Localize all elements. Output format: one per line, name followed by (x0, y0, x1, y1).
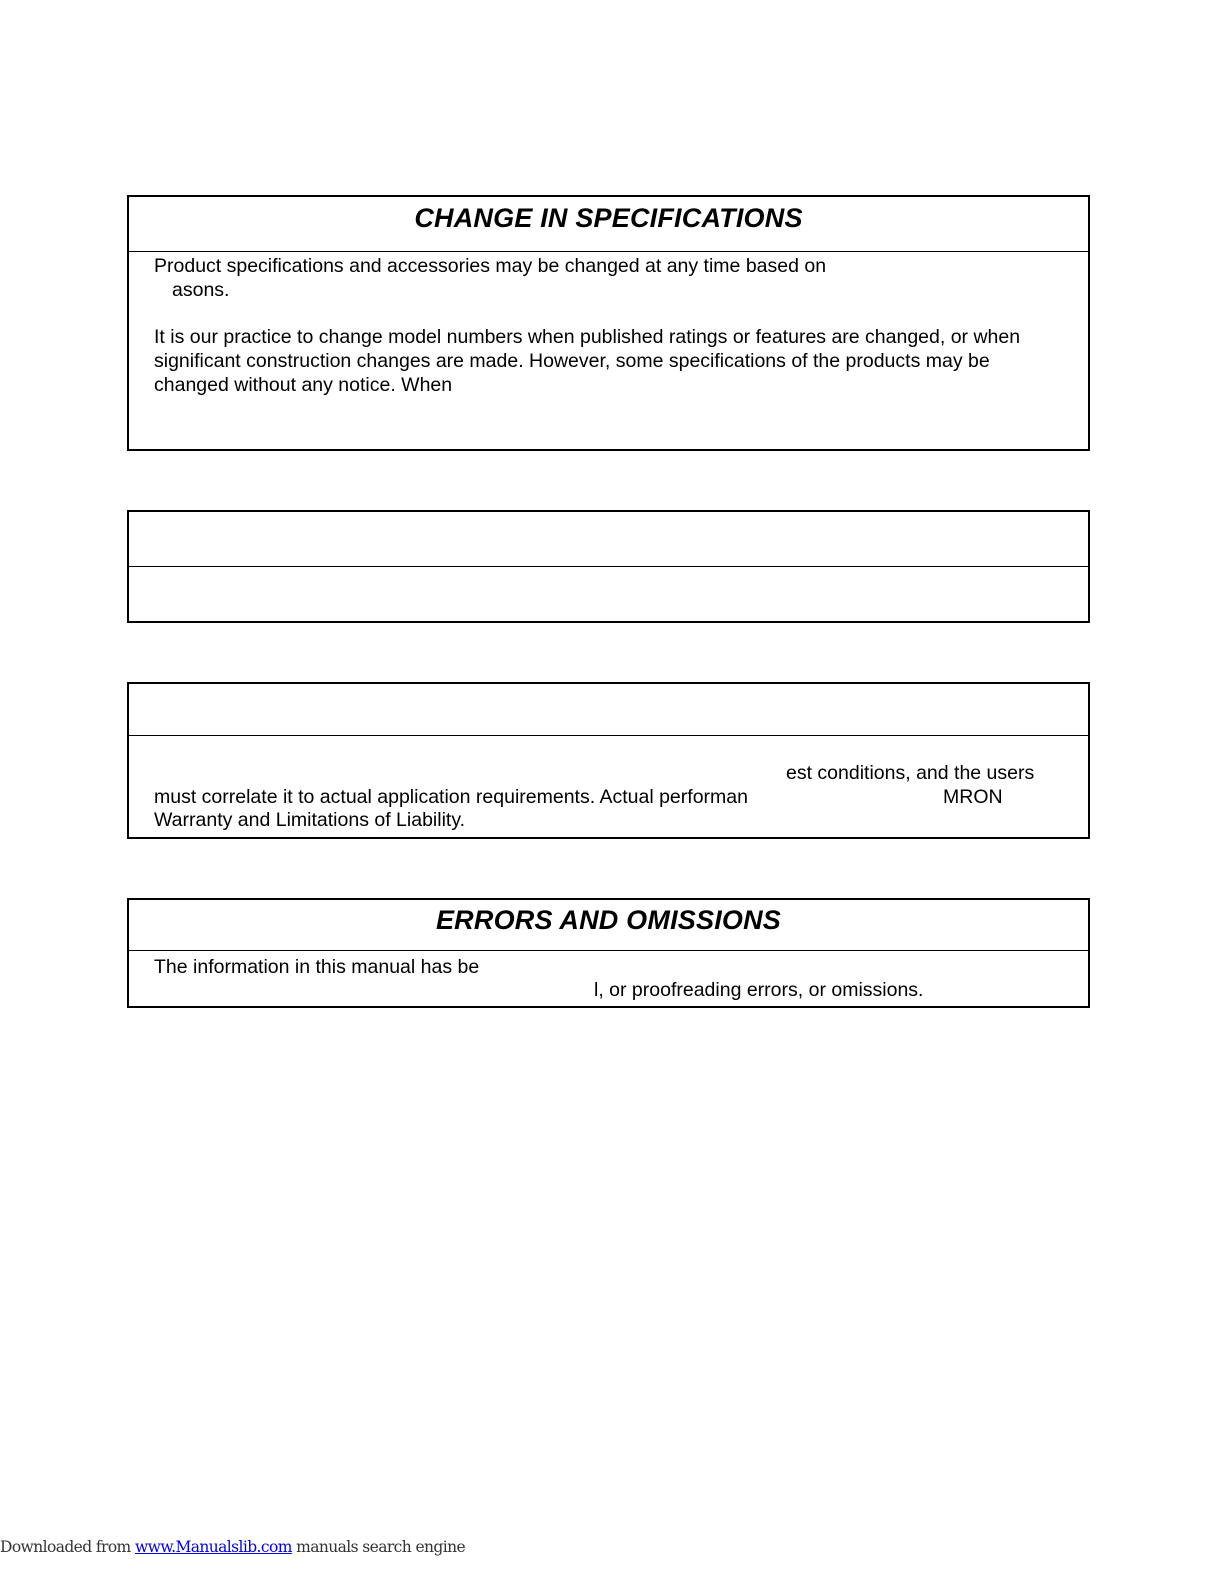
body-text-line: asons. (172, 279, 230, 301)
footer-prefix: Downloaded from (0, 1538, 135, 1556)
section-header (129, 197, 1088, 252)
body-text-line: est conditions, and the users (786, 762, 1035, 784)
download-footer (0, 1538, 465, 1556)
section-title: ERRORS AND OMISSIONS (435, 905, 782, 935)
performance-data-box (127, 682, 1090, 839)
errors-and-omissions-box (127, 898, 1090, 1008)
section-title: CHANGE IN SPECIFICATIONS (414, 203, 803, 233)
body-text-line: It is our practice to change model numbers when published ratings or features are changed, or when (154, 326, 1021, 348)
body-text-line: significant construction changes are made. However, some specifications of the products may be (154, 350, 990, 372)
body-text-line: l, or proofreading errors, or omissions. (594, 979, 924, 1001)
change-in-specifications-box (127, 195, 1090, 451)
footer-suffix: manuals search engine (291, 1538, 466, 1556)
body-text-line: must correlate it to actual application requirements. Actual performan (154, 786, 748, 808)
section-header (129, 900, 1088, 951)
body-text-line: Warranty and Limitations of Liability. (154, 809, 466, 831)
section-header (129, 684, 1088, 736)
body-text-line: Product specifications and accessories may be changed at any time based on (154, 255, 827, 277)
blank-section-box (127, 510, 1090, 623)
body-text-line: MRON (943, 786, 1003, 808)
body-text-line: The information in this manual has be (154, 956, 480, 978)
section-header (129, 512, 1088, 567)
manualslib-link[interactable]: www.Manualslib.com (135, 1538, 292, 1556)
body-text-line: changed without any notice. When (154, 374, 453, 396)
